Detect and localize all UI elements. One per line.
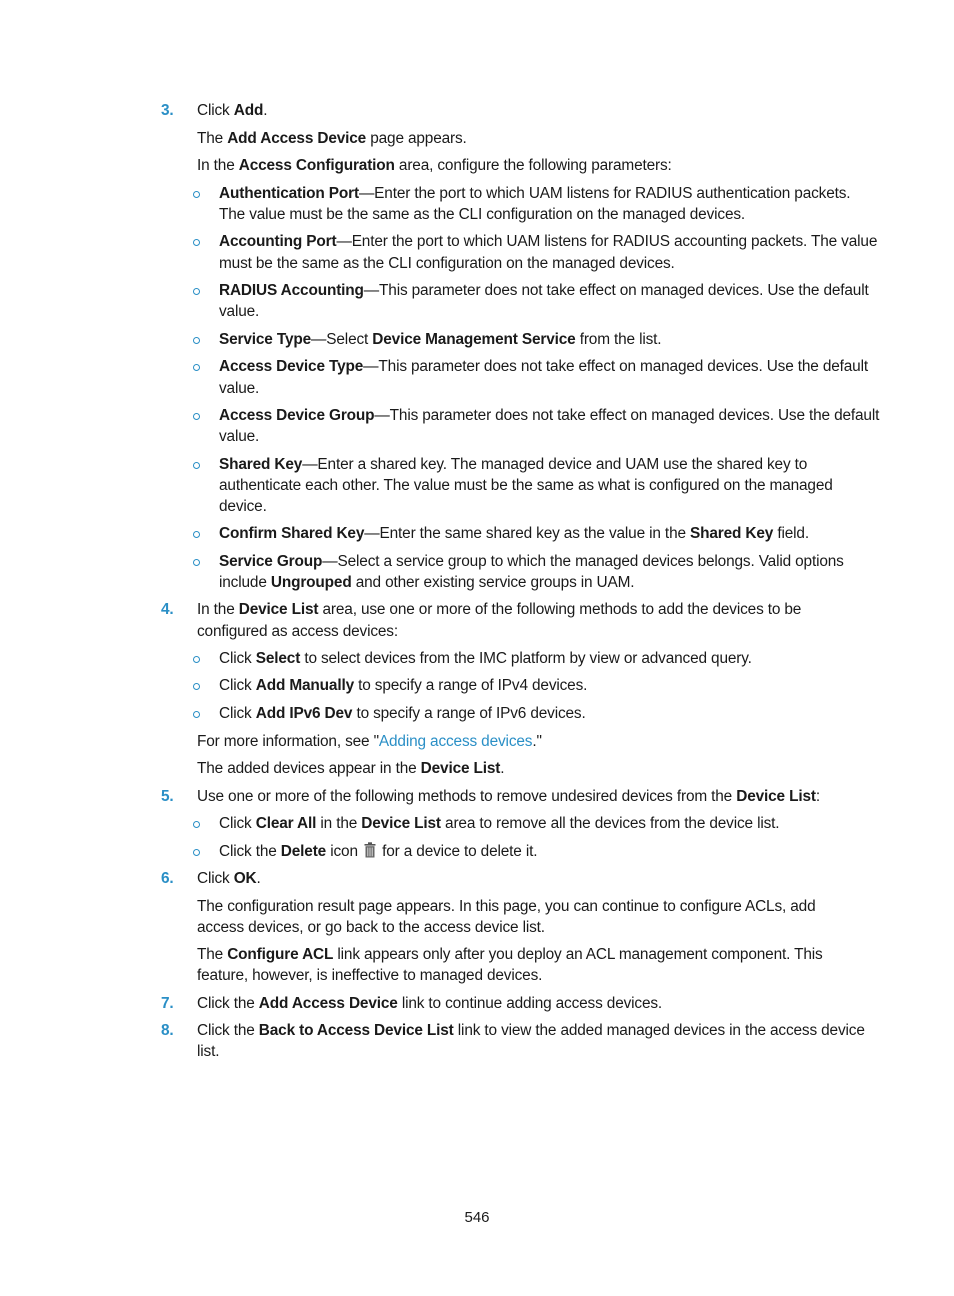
step-4-text: In the Device List area, use one or more of the following methods to add the devices to be: [197, 601, 802, 618]
param-accounting-port-cont: must be the same as the CLI configuration on the managed devices.: [219, 255, 675, 272]
step-7-number: 7.: [161, 995, 174, 1012]
step-6-acl-note-cont: feature, however, is ineffective to managed devices.: [197, 967, 543, 984]
bullet-icon: [193, 239, 200, 246]
method-select: Click Select to select devices from the IMC platform by view or advanced query.: [219, 650, 752, 667]
step-6-result-cont: access devices, or go back to the access device list.: [197, 919, 545, 936]
bullet-icon: [193, 531, 200, 538]
step-3-text: Click Add.: [197, 102, 268, 119]
method-add-ipv6: Click Add IPv6 Dev to specify a range of IPv6 devices.: [219, 705, 586, 722]
bullet-icon: [193, 413, 200, 420]
step-6-result: The configuration result page appears. In this page, you can continue to configure ACLs, add: [197, 898, 816, 915]
step-6-number: 6.: [161, 870, 174, 887]
adding-access-devices-link[interactable]: Adding access devices: [378, 733, 533, 750]
param-authentication-port: Authentication Port—Enter the port to which UAM listens for RADIUS authentication packets.: [219, 185, 851, 202]
method-delete: Click the Delete icon for a device to delete it.: [219, 843, 538, 860]
page-number: 546: [464, 1209, 490, 1226]
param-radius-accounting: RADIUS Accounting—This parameter does not take effect on managed devices. Use the default: [219, 282, 869, 299]
step-5-number: 5.: [161, 788, 174, 805]
step-5-text: Use one or more of the following methods to remove undesired devices from the Device List:: [197, 788, 820, 805]
param-shared-key: Shared Key—Enter a shared key. The managed device and UAM use the shared key to: [219, 456, 808, 473]
param-shared-key-cont2: device.: [219, 498, 267, 515]
bullet-icon: [193, 288, 200, 295]
param-confirm-shared-key: Confirm Shared Key—Enter the same shared key as the value in the Shared Key field.: [219, 525, 809, 542]
bullet-icon: [193, 462, 200, 469]
param-accounting-port: Accounting Port—Enter the port to which UAM listens for RADIUS accounting packets. The value: [219, 233, 878, 250]
bullet-icon: [193, 711, 200, 718]
param-service-group: Service Group—Select a service group to which the managed devices belongs. Valid options: [219, 553, 844, 570]
step-3-intro: In the Access Configuration area, configure the following parameters:: [197, 157, 672, 174]
param-access-device-group-cont: value.: [219, 428, 260, 445]
bullet-icon: [193, 559, 200, 566]
step-7-text: Click the Add Access Device link to continue adding access devices.: [197, 995, 663, 1012]
bullet-icon: [193, 364, 200, 371]
param-access-device-type: Access Device Type—This parameter does not take effect on managed devices. Use the default: [219, 358, 868, 375]
param-radius-accounting-cont: value.: [219, 303, 260, 320]
bullet-icon: [193, 821, 200, 828]
trash-icon: [364, 842, 376, 858]
param-access-device-group: Access Device Group—This parameter does not take effect on managed devices. Use the default: [219, 407, 880, 424]
param-authentication-port-cont: The value must be the same as the CLI configuration on the managed devices.: [219, 206, 746, 223]
step-4-text-cont: configured as access devices:: [197, 623, 398, 640]
bullet-icon: [193, 337, 200, 344]
param-service-type: Service Type—Select Device Management Service from the list.: [219, 331, 662, 348]
method-add-manually: Click Add Manually to specify a range of IPv4 devices.: [219, 677, 588, 694]
bullet-icon: [193, 683, 200, 690]
param-service-group-cont: include Ungrouped and other existing service groups in UAM.: [219, 574, 635, 591]
param-access-device-type-cont: value.: [219, 380, 260, 397]
more-info: For more information, see "Adding access devices.": [197, 733, 542, 750]
bullet-icon: [193, 849, 200, 856]
step-6-text: Click OK.: [197, 870, 261, 887]
step-8-text: Click the Back to Access Device List link to view the added managed devices in the access device: [197, 1022, 865, 1039]
bullet-icon: [193, 656, 200, 663]
method-clear-all: Click Clear All in the Device List area to remove all the devices from the device list.: [219, 815, 780, 832]
step-6-acl-note: The Configure ACL link appears only after you deploy an ACL management component. This: [197, 946, 823, 963]
added-devices-note: The added devices appear in the Device List.: [197, 760, 505, 777]
step-8-text-cont: list.: [197, 1043, 220, 1060]
param-shared-key-cont: authenticate each other. The value must be the same as what is configured on the managed: [219, 477, 833, 494]
step-3-result: The Add Access Device page appears.: [197, 130, 467, 147]
step-4-number: 4.: [161, 601, 174, 618]
bullet-icon: [193, 191, 200, 198]
step-8-number: 8.: [161, 1022, 174, 1039]
step-3-number: 3.: [161, 102, 174, 119]
